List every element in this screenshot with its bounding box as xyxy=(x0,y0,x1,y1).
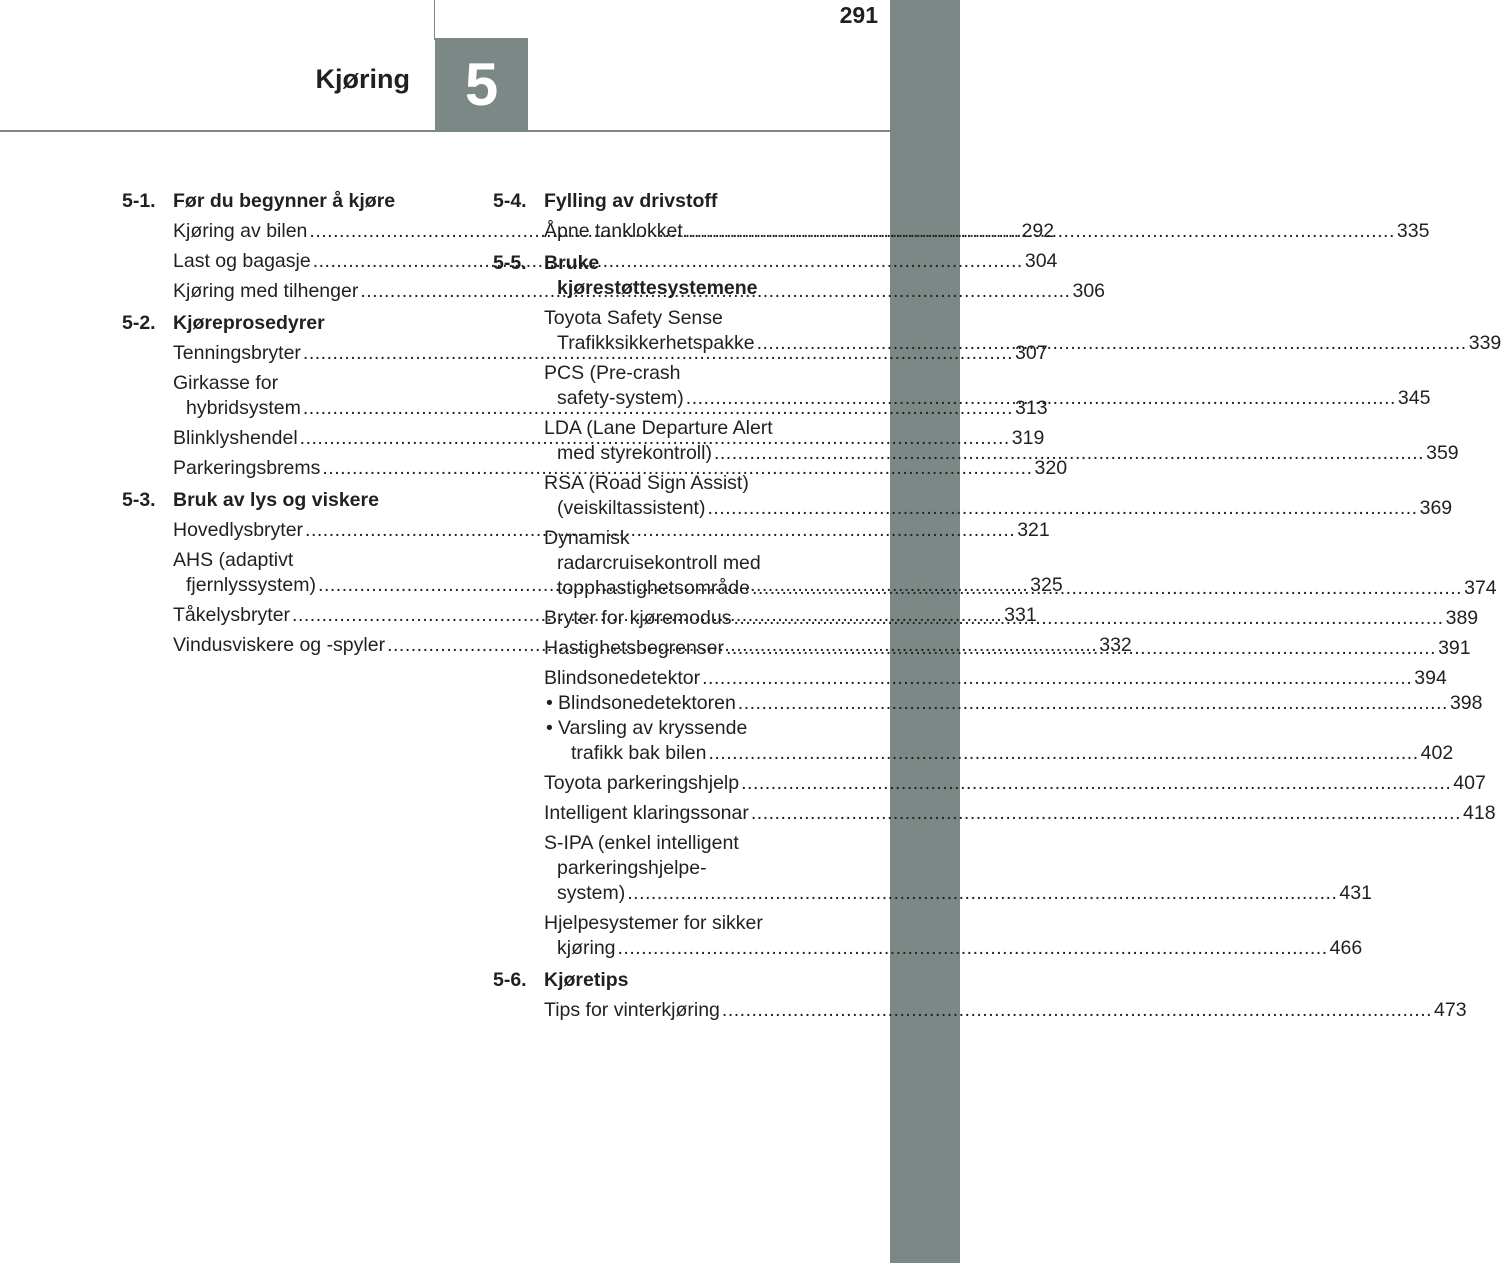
toc-entry[interactable]: Intelligent klaringssonar ..... 418 xyxy=(544,801,831,826)
toc-entry[interactable]: Kjøring av bilen ..... 292 xyxy=(173,219,462,244)
page-ref: 345 xyxy=(1397,387,1431,409)
page-ref: 359 xyxy=(1426,442,1459,464)
page-ref: 374 xyxy=(1464,577,1497,599)
toc-entry[interactable]: PCS (Pre-crash safety-system) ..... 345 xyxy=(544,361,831,411)
section-title: Bruk av lys og viskere xyxy=(173,489,379,511)
page-ref: 394 xyxy=(1414,667,1447,689)
toc-entry[interactable]: Bryter for kjøremodus ..... 389 xyxy=(544,606,831,631)
section-number: 5-6. xyxy=(493,969,527,991)
chapter-title: Kjøring xyxy=(315,64,410,94)
page-ref: 320 xyxy=(1034,457,1068,479)
page-ref: 313 xyxy=(1015,397,1048,419)
page-ref: 391 xyxy=(1438,637,1471,659)
page-ref: 473 xyxy=(1434,999,1467,1021)
toc-entry[interactable]: Hjelpesystemer for sikker kjøring ..... 466 xyxy=(544,911,831,961)
page-ref: 402 xyxy=(1420,742,1454,764)
page-number: 291 xyxy=(839,2,878,28)
toc-entry[interactable]: Toyota Safety Sense Trafikksikkerhetspakke ..... 339 xyxy=(544,306,831,356)
page-ref: 331 xyxy=(1004,604,1037,626)
toc-entry[interactable]: Tips for vinterkjøring ..... 473 xyxy=(544,998,831,1023)
page-ref: 335 xyxy=(1396,220,1430,242)
page-ref: 306 xyxy=(1072,280,1106,302)
toc-subentry[interactable]: • Blindsonedetektoren ..... 398 xyxy=(544,691,831,716)
section-number: 5-5. xyxy=(493,252,527,274)
toc-entry[interactable]: RSA (Road Sign Assist) (veiskiltassistent) ..... 369 xyxy=(544,471,831,521)
section-title: Før du begynner å kjøre xyxy=(173,190,396,212)
page-ref: 398 xyxy=(1449,692,1483,714)
section-title: Kjøreprosedyrer xyxy=(173,312,325,334)
page-ref: 369 xyxy=(1419,497,1453,519)
toc-entry[interactable]: Hovedlysbryter ..... 321 xyxy=(173,518,462,543)
bullet-icon: • xyxy=(546,692,553,714)
toc-entry[interactable]: Last og bagasje ..... 304 xyxy=(173,249,462,274)
toc-entry[interactable]: Åpne tanklokket ..... 335 xyxy=(544,219,831,244)
page-ref: 292 xyxy=(1021,220,1055,242)
page-ref: 389 xyxy=(1445,607,1479,629)
tab-divider xyxy=(434,0,435,40)
section-number: 5-1. xyxy=(122,190,156,212)
toc-entry[interactable]: Blindsonedetektor ..... 394 • Blindsonedetektoren ..... 398 • Varsling av kryssende trafikk bak bilen ..... 402 xyxy=(544,666,831,766)
section-number: 5-2. xyxy=(122,312,156,334)
toc-entry[interactable]: Blinklyshendel ..... 319 xyxy=(173,426,462,451)
chapter-number: 5 xyxy=(464,51,499,118)
toc-section-5-6 xyxy=(493,968,1467,1023)
section-title: Kjøretips xyxy=(544,969,629,991)
page-ref: 407 xyxy=(1453,772,1486,794)
toc-entry[interactable]: Hastighetsbegrenser ..... 391 xyxy=(544,636,831,661)
toc-entry[interactable]: Tenningsbryter ..... 307 xyxy=(173,341,462,366)
section-title: Fylling av drivstoff xyxy=(544,190,718,212)
page-ref: 466 xyxy=(1329,937,1363,959)
page-ref: 339 xyxy=(1468,332,1501,354)
bullet-icon: • xyxy=(546,717,553,739)
section-title: Bruke kjørestøttesystemene xyxy=(544,252,758,299)
page-ref: 325 xyxy=(1030,574,1063,596)
toc-entry[interactable]: Tåkelysbryter ..... 331 xyxy=(173,603,462,628)
page-ref: 304 xyxy=(1024,250,1058,272)
toc-entry[interactable]: Vindusviskere og -spyler ..... 332 xyxy=(173,633,462,658)
section-number: 5-3. xyxy=(122,489,156,511)
page-ref: 418 xyxy=(1463,802,1496,824)
chapter-number-box xyxy=(435,38,528,131)
page-ref: 332 xyxy=(1099,634,1132,656)
toc-entry[interactable]: LDA (Lane Departure Alert med styrekontroll) ..... 359 xyxy=(544,416,831,466)
page-ref: 321 xyxy=(1017,519,1050,541)
section-number: 5-4. xyxy=(493,190,527,212)
toc-entry[interactable]: Kjøring med tilhenger ..... 306 xyxy=(173,279,462,304)
toc-entry[interactable]: Dynamisk radarcruisekontroll med topphastighetsområde ..... 374 xyxy=(544,526,831,601)
page-ref: 431 xyxy=(1339,882,1372,904)
toc-entry[interactable]: Girkasse for hybridsystem ..... 313 xyxy=(173,371,462,421)
toc-subentry[interactable]: • Varsling av kryssende trafikk bak bilen ..... 402 xyxy=(544,716,831,766)
page-ref: 307 xyxy=(1015,342,1048,364)
toc-entry[interactable]: AHS (adaptivt fjernlyssystem) ..... 325 xyxy=(173,548,462,598)
page-ref: 319 xyxy=(1011,427,1045,449)
toc-entry[interactable]: S-IPA (enkel intelligent parkeringshjelpe- system) ..... 431 xyxy=(544,831,831,906)
chapter-sidebar xyxy=(890,0,960,1263)
toc-entry[interactable]: Toyota parkeringshjelp ..... 407 xyxy=(544,771,831,796)
toc-entry[interactable]: Parkeringsbrems ..... 320 xyxy=(173,456,462,481)
